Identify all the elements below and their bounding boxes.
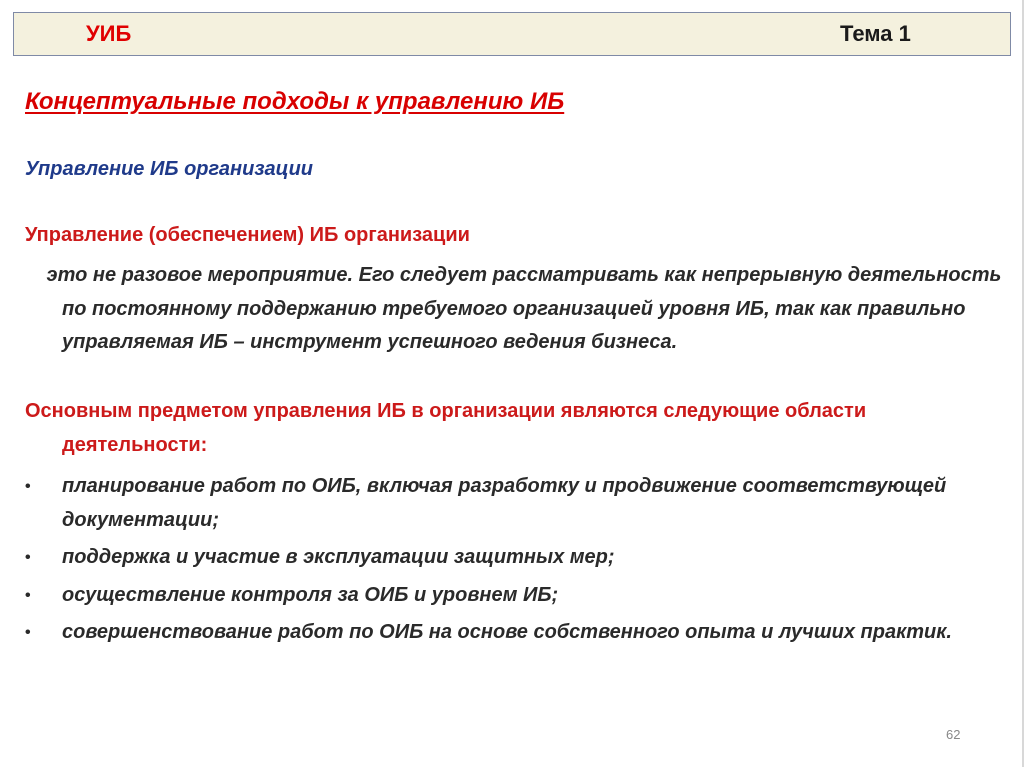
list-item — [25, 616, 975, 650]
bullet-icon: • — [25, 478, 31, 495]
areas-list — [25, 470, 975, 654]
list-item-text: планирование работ по ОИБ, включая разработку и продвижение соответствующей документации; — [62, 475, 947, 531]
bullet-icon: • — [25, 586, 31, 604]
areas-intro: Основным предметом управления ИБ в организации являются следующие области деятельности: — [25, 400, 867, 456]
course-label: УИБ — [86, 21, 132, 46]
topic-label: Тема 1 — [840, 21, 911, 46]
definition-heading: Управление (обеспечением) ИБ организации — [25, 224, 470, 246]
list-item — [25, 541, 975, 575]
definition-text: это не разовое мероприятие. Его следует рассматривать как непрерывную деятельность по постоянному поддержанию требуемого организацией уровня ИБ, так как правильно управляемая ИБ – инструмент успешного ведения бизнеса. — [41, 264, 1002, 353]
page-number: 62 — [946, 727, 961, 742]
dash-mark — [25, 259, 41, 293]
slide-subtitle: Управление ИБ организации — [25, 158, 314, 180]
definition-paragraph — [25, 259, 1012, 360]
list-item-text: поддержка и участие в эксплуатации защитных мер; — [62, 546, 615, 568]
list-item — [25, 579, 975, 613]
header-bar — [13, 12, 1011, 56]
bullet-icon: • — [25, 624, 31, 641]
slide-title: Концептуальные подходы к управлению ИБ — [25, 88, 565, 115]
bullet-icon: • — [25, 549, 31, 566]
list-item-text: осуществление контроля за ОИБ и уровнем ИБ; — [62, 583, 559, 606]
list-item-text: совершенствование работ по ОИБ на основе собственного опыта и лучших практик. — [62, 621, 952, 643]
list-item — [25, 470, 975, 537]
